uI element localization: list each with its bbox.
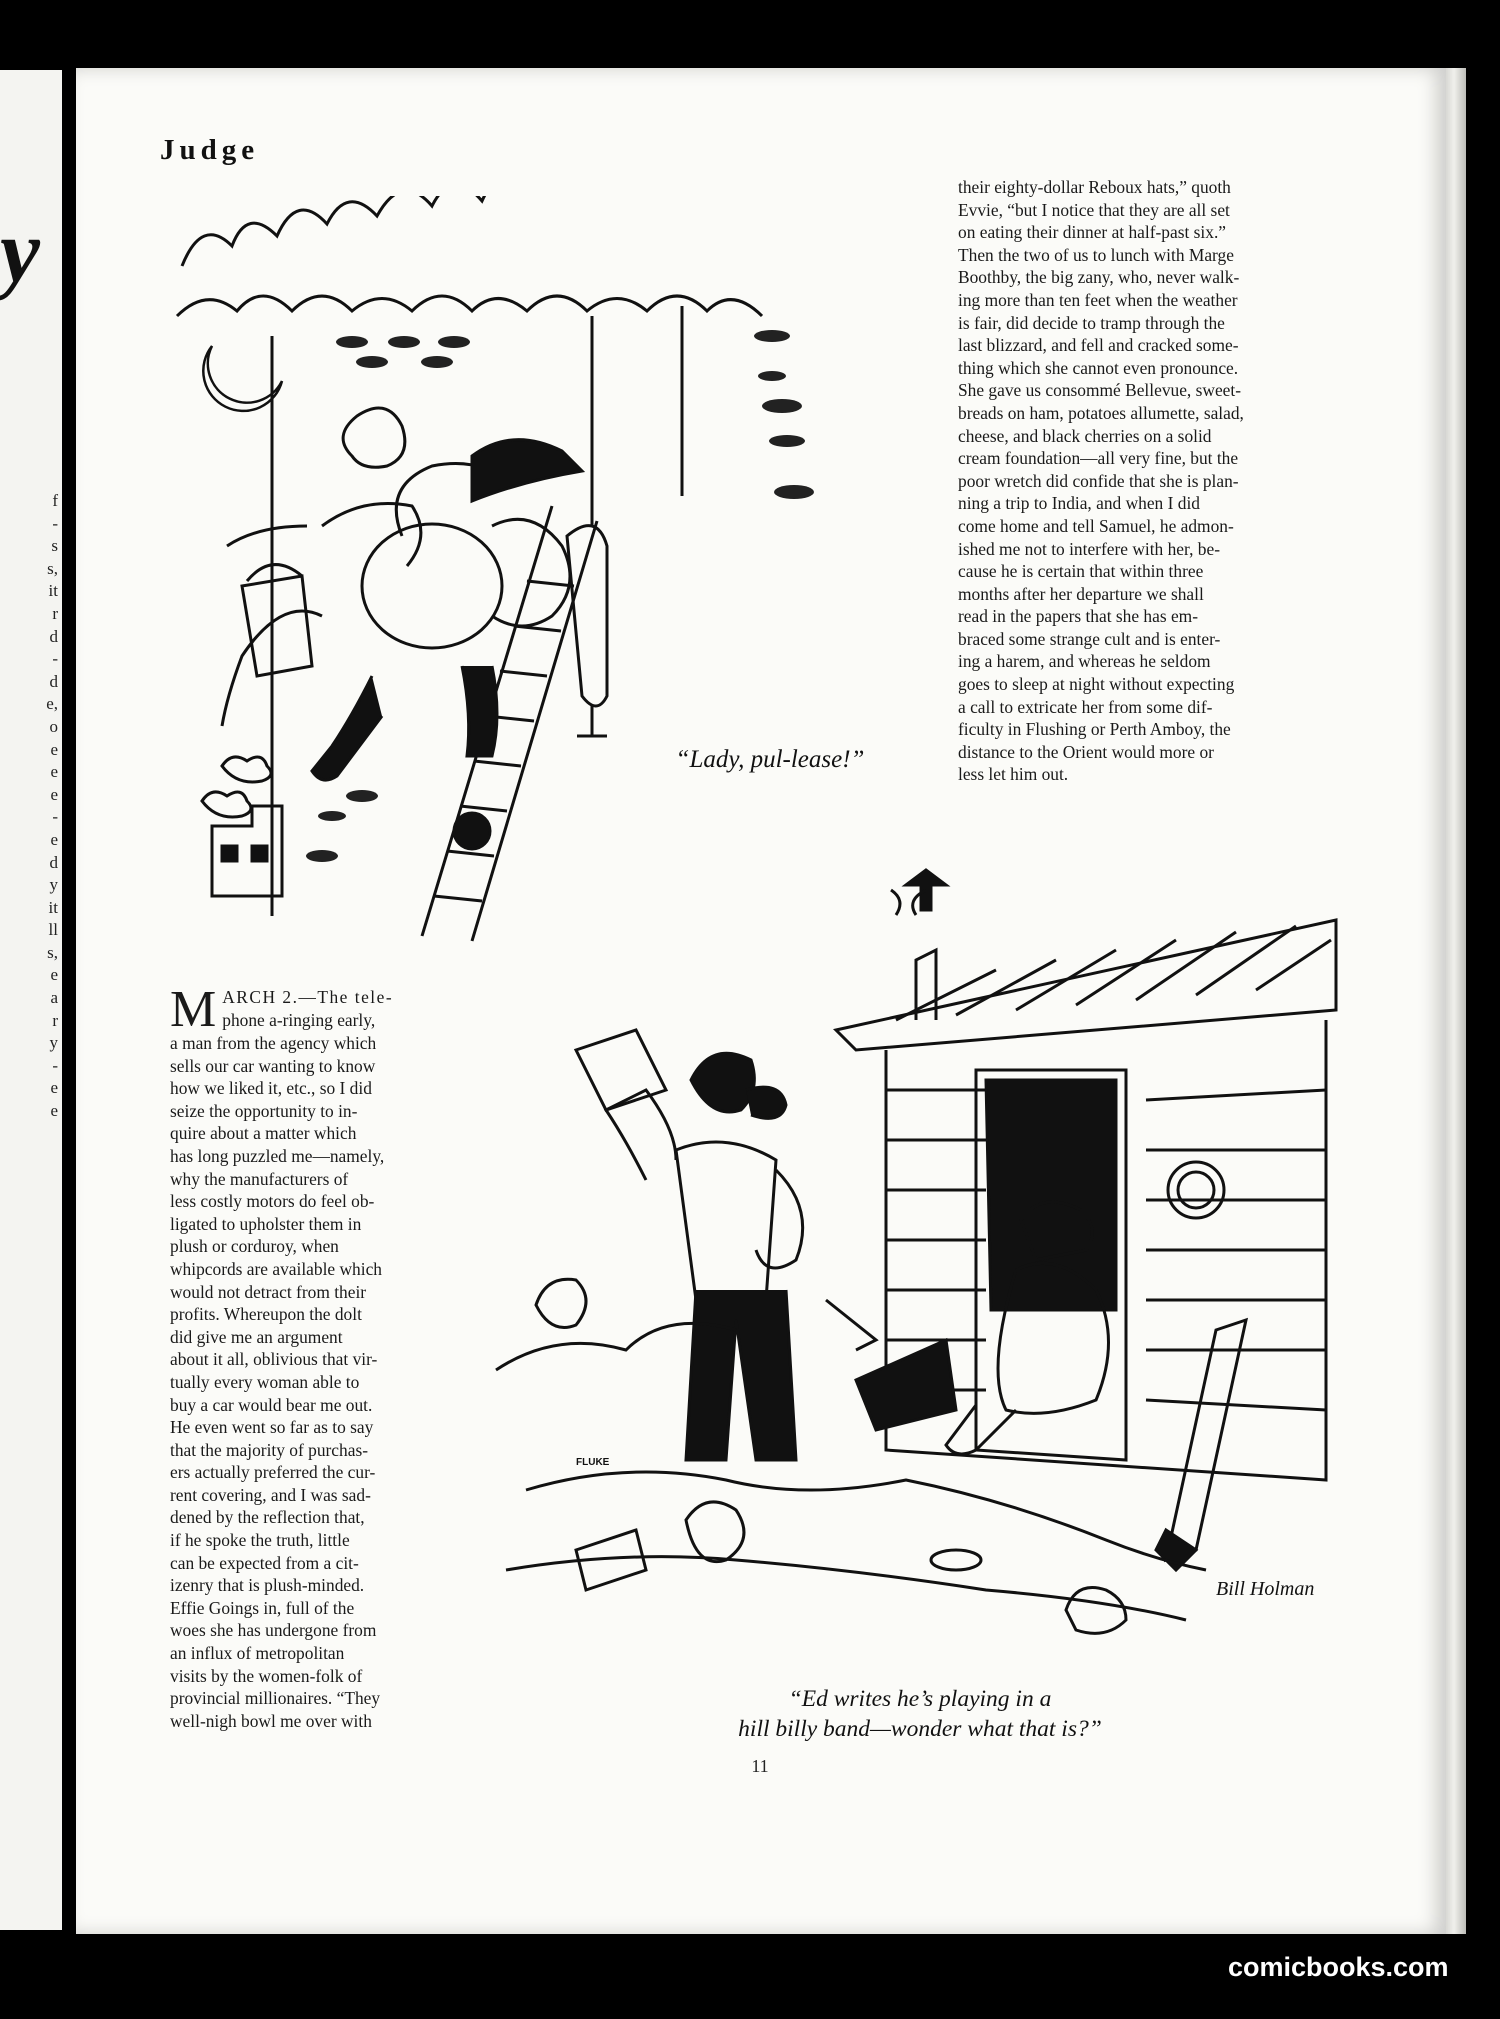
article-line: ning a trip to India, and when I did <box>958 493 1200 514</box>
article-line: plush or corduroy, when <box>170 1236 339 1257</box>
article-line: has long puzzled me—namely, <box>170 1145 385 1166</box>
article-line: tually every woman able to <box>170 1371 360 1392</box>
previous-page-fragment: d <box>49 626 58 646</box>
article-line: sells our car wanting to know <box>170 1055 376 1076</box>
article-line: braced some strange cult and is enter- <box>958 628 1221 649</box>
article-line: cream foundation—all very fine, but the <box>958 448 1239 469</box>
previous-page-fragment: e <box>50 1101 58 1121</box>
article-line: seize the opportunity to in- <box>170 1100 358 1121</box>
previous-page-fragment: y <box>49 1033 58 1053</box>
article-line: visits by the women-folk of <box>170 1665 363 1686</box>
cartoon-hillbilly-cabin <box>476 850 1348 1660</box>
previous-page-fragment: ll <box>48 920 58 940</box>
previous-page-fragment: e <box>50 1078 58 1098</box>
article-line: about it all, oblivious that vir- <box>170 1349 378 1370</box>
article-line: She gave us consommé Bellevue, sweet- <box>958 380 1242 401</box>
article-line: quire about a matter which <box>170 1123 357 1144</box>
article-line: read in the papers that she has em- <box>958 606 1198 627</box>
article-column-right <box>958 176 1334 786</box>
article-line: phone a-ringing early, <box>222 1009 376 1030</box>
previous-page-fragment: d <box>49 852 58 872</box>
article-line: provincial millionaires. “They <box>170 1688 381 1709</box>
previous-page-edge <box>0 70 62 1930</box>
previous-page-fragment: e, <box>46 694 58 714</box>
previous-page-fragment: r <box>52 1010 58 1030</box>
article-line: thing which she cannot even pronounce. <box>958 357 1239 378</box>
article-line: profits. Whereupon the dolt <box>170 1304 362 1325</box>
previous-page-fragment: r <box>52 603 58 623</box>
article-line: izenry that is plush-minded. <box>170 1575 365 1596</box>
article-line: how we liked it, etc., so I did <box>170 1078 372 1099</box>
article-line: an influx of metropolitan <box>170 1643 345 1664</box>
previous-page-fragment: e <box>50 739 58 759</box>
previous-page-fragment: - <box>52 807 58 827</box>
article-line: buy a car would bear me out. <box>170 1394 373 1415</box>
article-line: why the manufacturers of <box>170 1168 349 1189</box>
page-edge-shadow <box>1446 68 1466 1934</box>
article-line: ficulty in Flushing or Perth Amboy, the <box>958 719 1231 740</box>
site-watermark: comicbooks.com <box>1228 1952 1449 1982</box>
article-line: ARCH 2.—The tele- <box>222 987 394 1007</box>
article-line: Evvie, “but I notice that they are all set <box>958 199 1230 220</box>
article-line: a man from the agency which <box>170 1033 377 1053</box>
article-line: would not detract from their <box>170 1281 367 1302</box>
caption-line: “Ed writes he’s playing in a <box>788 1686 1052 1712</box>
previous-page-fragment: - <box>52 649 58 669</box>
article-line: that the majority of purchas- <box>170 1439 368 1460</box>
previous-page-big-letter: y <box>0 202 40 301</box>
magazine-title: Judge <box>160 134 260 166</box>
article-line: ing a harem, and whereas he seldom <box>958 651 1211 672</box>
previous-page-fragment: s, <box>47 558 58 578</box>
article-line: poor wretch did confide that she is plan- <box>958 470 1239 491</box>
article-line: ers actually preferred the cur- <box>170 1462 376 1483</box>
article-line: dened by the reflection that, <box>170 1507 365 1528</box>
article-line: Then the two of us to lunch with Marge <box>958 244 1234 265</box>
article-line: Effie Goings in, full of the <box>170 1597 355 1618</box>
previous-page-fragment: e <box>50 762 58 782</box>
article-line: cause he is certain that within three <box>958 561 1204 582</box>
previous-page-fragment: f <box>52 491 58 510</box>
article-line: a call to extricate her from some dif- <box>958 696 1213 717</box>
article-line: last blizzard, and fell and cracked some- <box>958 335 1239 356</box>
cartoon-hillbilly-caption <box>640 1684 1200 1744</box>
article-line: distance to the Orient would more or <box>958 741 1214 762</box>
previous-page-fragment: - <box>52 513 58 533</box>
article-line: less costly motors do feel ob- <box>170 1191 375 1212</box>
article-line: on eating their dinner at half-past six.” <box>958 222 1227 243</box>
previous-page-fragment: - <box>52 1055 58 1075</box>
article-line: ligated to upholster them in <box>170 1213 362 1234</box>
article-line: He even went so far as to say <box>170 1417 374 1438</box>
article-line: Boothby, the big zany, who, never walk- <box>958 267 1240 288</box>
article-line: woes she has undergone from <box>170 1620 377 1641</box>
article-line: well-nigh bowl me over with <box>170 1710 372 1731</box>
cartoon-fireman-ladder <box>172 196 872 956</box>
article-line: ing more than ten feet when the weather <box>958 289 1238 310</box>
caption-line: hill billy band—wonder what that is?” <box>738 1716 1102 1742</box>
article-line: whipcords are available which <box>170 1258 382 1279</box>
article-line: is fair, did decide to tramp through the <box>958 312 1225 333</box>
previous-page-text-fragments <box>46 490 58 1123</box>
previous-page-fragment: s, <box>47 942 58 962</box>
article-line: come home and tell Samuel, he admon- <box>958 515 1234 536</box>
previous-page-fragment: e <box>50 784 58 804</box>
previous-page-fragment: o <box>49 716 58 736</box>
drop-cap: M <box>170 981 217 1038</box>
article-line: did give me an argument <box>170 1326 343 1347</box>
cartoon-fireman-caption: “Lady, pul-lease!” <box>675 746 865 773</box>
article-line: cheese, and black cherries on a solid <box>958 425 1212 446</box>
article-line: ished me not to interfere with her, be- <box>958 538 1221 559</box>
previous-page-fragment: e <box>50 829 58 849</box>
previous-page-fragment: y <box>49 875 58 895</box>
page-number: 11 <box>751 1756 769 1776</box>
previous-page-fragment: e <box>50 965 58 985</box>
article-line: breads on ham, potatoes allumette, salad, <box>958 402 1244 423</box>
cartoon-sound-effect: FLUKE <box>576 1457 610 1468</box>
cartoon-signature: Bill Holman <box>1216 1578 1315 1600</box>
article-line: their eighty-dollar Reboux hats,” quoth <box>958 177 1231 197</box>
article-line: months after her departure we shall <box>958 583 1204 604</box>
previous-page-fragment: it <box>48 581 58 601</box>
previous-page-fragment: a <box>50 988 58 1008</box>
article-line: can be expected from a cit- <box>170 1552 359 1573</box>
article-line: less let him out. <box>958 764 1069 785</box>
article-column-left <box>170 981 448 1732</box>
previous-page-fragment: it <box>48 897 58 917</box>
article-line: if he spoke the truth, little <box>170 1530 350 1551</box>
article-line: rent covering, and I was sad- <box>170 1484 371 1505</box>
previous-page-fragment: d <box>49 671 58 691</box>
previous-page-fragment: s <box>51 536 58 556</box>
article-line: goes to sleep at night without expecting <box>958 674 1235 695</box>
